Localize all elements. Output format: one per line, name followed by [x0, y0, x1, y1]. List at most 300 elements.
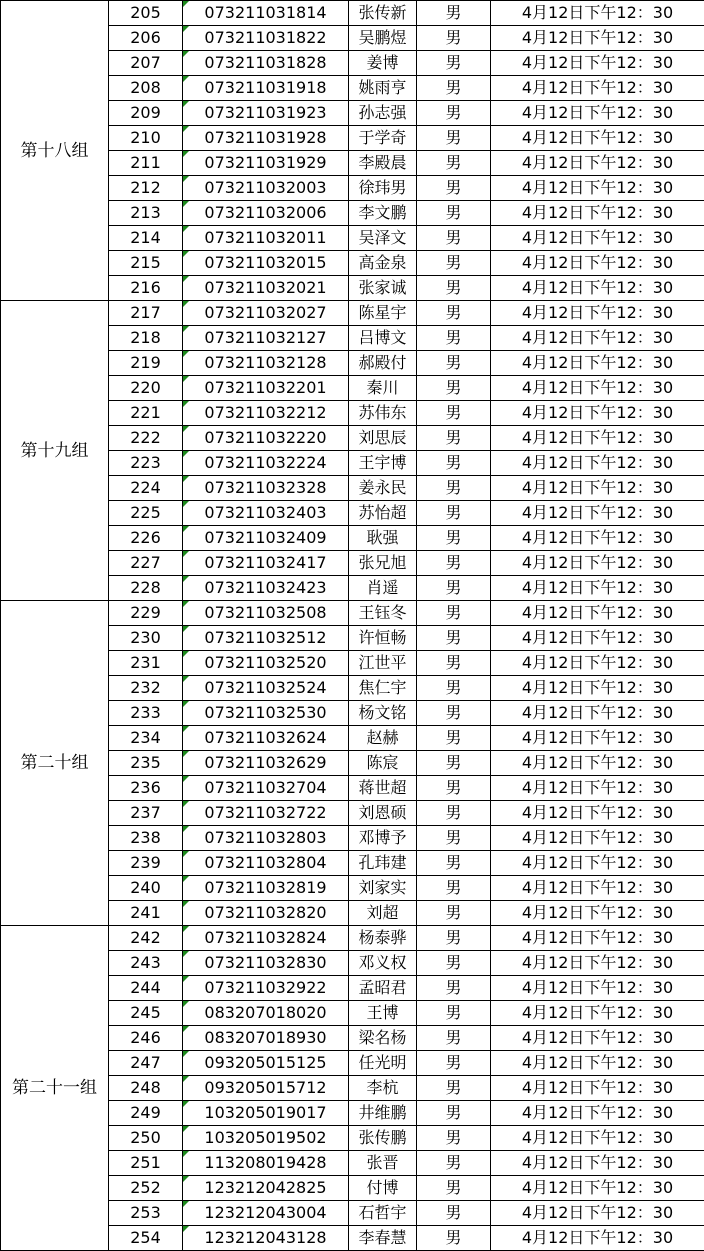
number-cell: 221 — [109, 401, 183, 426]
student-name-cell: 孔玮建 — [349, 851, 417, 876]
text-number-marker-icon — [183, 1076, 189, 1082]
student-name-cell: 杨文铭 — [349, 701, 417, 726]
number-cell: 250 — [109, 1126, 183, 1151]
student-name-cell: 李文鹏 — [349, 201, 417, 226]
number-cell: 244 — [109, 976, 183, 1001]
student-name-cell: 刘思辰 — [349, 426, 417, 451]
student-name-cell: 姜永民 — [349, 476, 417, 501]
text-number-marker-icon — [183, 151, 189, 157]
exam-time-cell: 4月12日下午12：30 — [491, 451, 704, 476]
gender-cell: 男 — [417, 601, 491, 626]
number-cell: 254 — [109, 1226, 183, 1251]
student-id-text: 073211032520 — [204, 653, 327, 672]
text-number-marker-icon — [183, 1026, 189, 1032]
text-number-marker-icon — [183, 976, 189, 982]
student-id-cell — [183, 326, 349, 351]
number-cell: 215 — [109, 251, 183, 276]
exam-time-cell: 4月12日下午12：30 — [491, 976, 704, 1001]
student-id-text: 113208019428 — [204, 1153, 327, 1172]
gender-cell: 男 — [417, 51, 491, 76]
student-id-cell — [183, 776, 349, 801]
student-id-text: 073211032824 — [204, 928, 327, 947]
student-id-cell — [183, 926, 349, 951]
student-name-cell: 许恒畅 — [349, 626, 417, 651]
student-id-text: 073211032820 — [204, 903, 327, 922]
number-cell: 238 — [109, 826, 183, 851]
number-cell: 239 — [109, 851, 183, 876]
number-cell: 210 — [109, 126, 183, 151]
student-id-text: 073211032015 — [204, 253, 327, 272]
student-id-text: 073211032403 — [204, 503, 327, 522]
exam-time-cell: 4月12日下午12：30 — [491, 1051, 704, 1076]
student-name-cell: 张传新 — [349, 1, 417, 26]
number-cell: 231 — [109, 651, 183, 676]
student-id-cell — [183, 1226, 349, 1251]
text-number-marker-icon — [183, 476, 189, 482]
exam-time-cell: 4月12日下午12：30 — [491, 876, 704, 901]
student-id-cell — [183, 851, 349, 876]
gender-cell: 男 — [417, 126, 491, 151]
number-cell: 206 — [109, 26, 183, 51]
number-cell: 248 — [109, 1076, 183, 1101]
gender-cell: 男 — [417, 1201, 491, 1226]
student-name-cell: 焦仁宇 — [349, 676, 417, 701]
gender-cell: 男 — [417, 451, 491, 476]
gender-cell: 男 — [417, 626, 491, 651]
student-name-cell: 梁名杨 — [349, 1026, 417, 1051]
gender-cell: 男 — [417, 801, 491, 826]
number-cell: 234 — [109, 726, 183, 751]
student-name-cell: 姚雨亨 — [349, 76, 417, 101]
student-id-text: 073211032224 — [204, 453, 327, 472]
student-id-cell — [183, 201, 349, 226]
student-id-cell — [183, 1051, 349, 1076]
gender-cell: 男 — [417, 776, 491, 801]
gender-cell: 男 — [417, 1026, 491, 1051]
student-id-cell — [183, 876, 349, 901]
number-cell: 220 — [109, 376, 183, 401]
gender-cell: 男 — [417, 551, 491, 576]
text-number-marker-icon — [183, 176, 189, 182]
student-id-cell — [183, 701, 349, 726]
student-id-cell — [183, 351, 349, 376]
number-cell: 223 — [109, 451, 183, 476]
gender-cell: 男 — [417, 726, 491, 751]
student-id-text: 073211032624 — [204, 728, 327, 747]
exam-time-cell: 4月12日下午12：30 — [491, 476, 704, 501]
text-number-marker-icon — [183, 76, 189, 82]
gender-cell: 男 — [417, 651, 491, 676]
student-id-text: 073211031923 — [204, 103, 327, 122]
exam-time-cell: 4月12日下午12：30 — [491, 1151, 704, 1176]
text-number-marker-icon — [183, 776, 189, 782]
exam-time-cell: 4月12日下午12：30 — [491, 1, 704, 26]
exam-time-cell: 4月12日下午12：30 — [491, 701, 704, 726]
student-id-cell — [183, 626, 349, 651]
student-id-text: 073211032423 — [204, 578, 327, 597]
student-name-cell: 刘恩硕 — [349, 801, 417, 826]
exam-time-cell: 4月12日下午12：30 — [491, 1176, 704, 1201]
exam-time-cell: 4月12日下午12：30 — [491, 1026, 704, 1051]
student-name-cell: 刘家实 — [349, 876, 417, 901]
number-cell: 208 — [109, 76, 183, 101]
student-id-cell — [183, 426, 349, 451]
gender-cell: 男 — [417, 1226, 491, 1251]
student-id-text: 073211031814 — [204, 3, 327, 22]
gender-cell: 男 — [417, 1, 491, 26]
exam-time-cell: 4月12日下午12：30 — [491, 1101, 704, 1126]
text-number-marker-icon — [183, 326, 189, 332]
student-id-cell — [183, 801, 349, 826]
student-id-cell — [183, 751, 349, 776]
number-cell: 241 — [109, 901, 183, 926]
number-cell: 236 — [109, 776, 183, 801]
student-id-cell — [183, 976, 349, 1001]
exam-time-cell: 4月12日下午12：30 — [491, 1001, 704, 1026]
exam-time-cell: 4月12日下午12：30 — [491, 901, 704, 926]
text-number-marker-icon — [183, 751, 189, 757]
student-id-text: 073211032220 — [204, 428, 327, 447]
student-name-cell: 肖遥 — [349, 576, 417, 601]
student-name-cell: 邓义权 — [349, 951, 417, 976]
student-id-text: 073211032212 — [204, 403, 327, 422]
student-id-cell — [183, 1026, 349, 1051]
student-id-text: 093205015712 — [204, 1078, 327, 1097]
student-name-cell: 秦川 — [349, 376, 417, 401]
exam-time-cell: 4月12日下午12：30 — [491, 526, 704, 551]
student-id-text: 083207018020 — [204, 1003, 327, 1022]
table-row — [1, 301, 704, 326]
student-id-cell — [183, 901, 349, 926]
student-name-cell: 李杭 — [349, 1076, 417, 1101]
student-name-cell: 张家诚 — [349, 276, 417, 301]
number-cell: 225 — [109, 501, 183, 526]
exam-time-cell: 4月12日下午12：30 — [491, 301, 704, 326]
student-name-cell: 杨泰骅 — [349, 926, 417, 951]
gender-cell: 男 — [417, 876, 491, 901]
student-id-text: 103205019017 — [204, 1103, 327, 1122]
text-number-marker-icon — [183, 301, 189, 307]
text-number-marker-icon — [183, 1, 189, 7]
student-name-cell: 郝殿付 — [349, 351, 417, 376]
text-number-marker-icon — [183, 951, 189, 957]
exam-time-cell: 4月12日下午12：30 — [491, 251, 704, 276]
exam-time-cell: 4月12日下午12：30 — [491, 226, 704, 251]
table-row — [1, 601, 704, 626]
text-number-marker-icon — [183, 626, 189, 632]
number-cell: 243 — [109, 951, 183, 976]
gender-cell: 男 — [417, 501, 491, 526]
exam-time-cell: 4月12日下午12：30 — [491, 401, 704, 426]
number-cell: 218 — [109, 326, 183, 351]
number-cell: 226 — [109, 526, 183, 551]
exam-time-cell: 4月12日下午12：30 — [491, 576, 704, 601]
student-name-cell: 张兄旭 — [349, 551, 417, 576]
number-cell: 229 — [109, 601, 183, 626]
number-cell: 212 — [109, 176, 183, 201]
student-id-cell — [183, 51, 349, 76]
text-number-marker-icon — [183, 451, 189, 457]
number-cell: 240 — [109, 876, 183, 901]
text-number-marker-icon — [183, 726, 189, 732]
number-cell: 224 — [109, 476, 183, 501]
student-name-cell: 石哲宇 — [349, 1201, 417, 1226]
student-name-cell: 孙志强 — [349, 101, 417, 126]
gender-cell: 男 — [417, 326, 491, 351]
student-id-text: 073211031929 — [204, 153, 327, 172]
gender-cell: 男 — [417, 751, 491, 776]
student-id-text: 073211032704 — [204, 778, 327, 797]
text-number-marker-icon — [183, 926, 189, 932]
number-cell: 222 — [109, 426, 183, 451]
student-name-cell: 蒋世超 — [349, 776, 417, 801]
student-id-cell — [183, 376, 349, 401]
student-name-cell: 王钰冬 — [349, 601, 417, 626]
number-cell: 219 — [109, 351, 183, 376]
gender-cell: 男 — [417, 926, 491, 951]
text-number-marker-icon — [183, 701, 189, 707]
exam-time-cell: 4月12日下午12：30 — [491, 926, 704, 951]
student-name-cell: 赵赫 — [349, 726, 417, 751]
gender-cell: 男 — [417, 1126, 491, 1151]
number-cell: 251 — [109, 1151, 183, 1176]
student-id-text: 103205019502 — [204, 1128, 327, 1147]
student-name-cell: 刘超 — [349, 901, 417, 926]
student-id-text: 073211032508 — [204, 603, 327, 622]
exam-time-cell: 4月12日下午12：30 — [491, 376, 704, 401]
exam-time-cell: 4月12日下午12：30 — [491, 1076, 704, 1101]
number-cell: 235 — [109, 751, 183, 776]
exam-time-cell: 4月12日下午12：30 — [491, 651, 704, 676]
student-id-cell — [183, 101, 349, 126]
text-number-marker-icon — [183, 51, 189, 57]
gender-cell: 男 — [417, 526, 491, 551]
student-id-cell — [183, 451, 349, 476]
student-name-cell: 姜博 — [349, 51, 417, 76]
student-name-cell: 江世平 — [349, 651, 417, 676]
student-id-text: 073211032524 — [204, 678, 327, 697]
gender-cell: 男 — [417, 1101, 491, 1126]
gender-cell: 男 — [417, 826, 491, 851]
student-id-text: 073211032830 — [204, 953, 327, 972]
student-id-text: 123212043004 — [204, 1203, 327, 1222]
exam-time-cell: 4月12日下午12：30 — [491, 1126, 704, 1151]
exam-time-cell: 4月12日下午12：30 — [491, 326, 704, 351]
student-id-cell — [183, 251, 349, 276]
gender-cell: 男 — [417, 201, 491, 226]
exam-time-cell: 4月12日下午12：30 — [491, 426, 704, 451]
student-id-text: 073211032722 — [204, 803, 327, 822]
student-id-text: 073211032027 — [204, 303, 327, 322]
number-cell: 211 — [109, 151, 183, 176]
number-cell: 227 — [109, 551, 183, 576]
student-name-cell: 王宇博 — [349, 451, 417, 476]
student-id-text: 073211032922 — [204, 978, 327, 997]
gender-cell: 男 — [417, 1076, 491, 1101]
gender-cell: 男 — [417, 226, 491, 251]
exam-time-cell: 4月12日下午12：30 — [491, 601, 704, 626]
exam-time-cell: 4月12日下午12：30 — [491, 351, 704, 376]
student-id-cell — [183, 1126, 349, 1151]
student-id-cell — [183, 126, 349, 151]
student-id-text: 073211032530 — [204, 703, 327, 722]
student-id-cell — [183, 276, 349, 301]
text-number-marker-icon — [183, 676, 189, 682]
text-number-marker-icon — [183, 1151, 189, 1157]
student-name-cell: 任光明 — [349, 1051, 417, 1076]
student-id-cell — [183, 526, 349, 551]
gender-cell: 男 — [417, 151, 491, 176]
text-number-marker-icon — [183, 251, 189, 257]
gender-cell: 男 — [417, 1176, 491, 1201]
number-cell: 252 — [109, 1176, 183, 1201]
text-number-marker-icon — [183, 101, 189, 107]
text-number-marker-icon — [183, 1101, 189, 1107]
student-name-cell: 张传鹏 — [349, 1126, 417, 1151]
gender-cell: 男 — [417, 976, 491, 1001]
gender-cell: 男 — [417, 1001, 491, 1026]
text-number-marker-icon — [183, 126, 189, 132]
student-id-text: 123212042825 — [204, 1178, 327, 1197]
student-id-cell — [183, 1201, 349, 1226]
gender-cell: 男 — [417, 401, 491, 426]
student-id-text: 073211031822 — [204, 28, 327, 47]
text-number-marker-icon — [183, 651, 189, 657]
student-id-text: 073211032021 — [204, 278, 327, 297]
student-id-text: 073211032819 — [204, 878, 327, 897]
text-number-marker-icon — [183, 801, 189, 807]
text-number-marker-icon — [183, 26, 189, 32]
exam-time-cell: 4月12日下午12：30 — [491, 951, 704, 976]
exam-time-cell: 4月12日下午12：30 — [491, 501, 704, 526]
student-id-cell — [183, 176, 349, 201]
student-id-text: 073211031828 — [204, 53, 327, 72]
student-id-text: 073211032512 — [204, 628, 327, 647]
text-number-marker-icon — [183, 276, 189, 282]
gender-cell: 男 — [417, 276, 491, 301]
exam-time-cell: 4月12日下午12：30 — [491, 176, 704, 201]
student-name-cell: 陈星宇 — [349, 301, 417, 326]
number-cell: 249 — [109, 1101, 183, 1126]
text-number-marker-icon — [183, 376, 189, 382]
number-cell: 246 — [109, 1026, 183, 1051]
exam-time-cell: 4月12日下午12：30 — [491, 101, 704, 126]
student-id-cell — [183, 826, 349, 851]
exam-time-cell: 4月12日下午12：30 — [491, 801, 704, 826]
student-name-cell: 耿强 — [349, 526, 417, 551]
exam-time-cell: 4月12日下午12：30 — [491, 1226, 704, 1251]
exam-time-cell: 4月12日下午12：30 — [491, 1201, 704, 1226]
student-id-cell — [183, 1151, 349, 1176]
student-id-cell — [183, 1001, 349, 1026]
student-name-cell: 张晋 — [349, 1151, 417, 1176]
exam-time-cell: 4月12日下午12：30 — [491, 26, 704, 51]
student-name-cell: 吴泽文 — [349, 226, 417, 251]
student-id-cell — [183, 1101, 349, 1126]
text-number-marker-icon — [183, 351, 189, 357]
text-number-marker-icon — [183, 601, 189, 607]
student-id-text: 073211032803 — [204, 828, 327, 847]
number-cell: 209 — [109, 101, 183, 126]
student-id-text: 093205015125 — [204, 1053, 327, 1072]
exam-time-cell: 4月12日下午12：30 — [491, 126, 704, 151]
number-cell: 230 — [109, 626, 183, 651]
student-name-cell: 苏伟东 — [349, 401, 417, 426]
text-number-marker-icon — [183, 401, 189, 407]
student-name-cell: 孟昭君 — [349, 976, 417, 1001]
student-id-text: 073211032011 — [204, 228, 327, 247]
student-name-cell: 于学奇 — [349, 126, 417, 151]
number-cell: 207 — [109, 51, 183, 76]
number-cell: 253 — [109, 1201, 183, 1226]
student-id-text: 073211032409 — [204, 528, 327, 547]
student-name-cell: 吴鹏煜 — [349, 26, 417, 51]
text-number-marker-icon — [183, 501, 189, 507]
number-cell: 214 — [109, 226, 183, 251]
student-id-text: 073211031918 — [204, 78, 327, 97]
student-name-cell: 吕博文 — [349, 326, 417, 351]
student-id-cell — [183, 651, 349, 676]
text-number-marker-icon — [183, 1126, 189, 1132]
student-id-cell — [183, 601, 349, 626]
gender-cell: 男 — [417, 351, 491, 376]
student-name-cell: 付博 — [349, 1176, 417, 1201]
text-number-marker-icon — [183, 851, 189, 857]
student-id-cell — [183, 576, 349, 601]
student-name-cell: 高金泉 — [349, 251, 417, 276]
exam-time-cell: 4月12日下午12：30 — [491, 626, 704, 651]
exam-time-cell: 4月12日下午12：30 — [491, 51, 704, 76]
gender-cell: 男 — [417, 376, 491, 401]
text-number-marker-icon — [183, 1051, 189, 1057]
gender-cell: 男 — [417, 476, 491, 501]
text-number-marker-icon — [183, 576, 189, 582]
student-id-cell — [183, 501, 349, 526]
gender-cell: 男 — [417, 701, 491, 726]
text-number-marker-icon — [183, 1201, 189, 1207]
gender-cell: 男 — [417, 76, 491, 101]
exam-time-cell: 4月12日下午12：30 — [491, 151, 704, 176]
text-number-marker-icon — [183, 551, 189, 557]
student-id-text: 083207018930 — [204, 1028, 327, 1047]
gender-cell: 男 — [417, 1151, 491, 1176]
exam-time-cell: 4月12日下午12：30 — [491, 676, 704, 701]
exam-time-cell: 4月12日下午12：30 — [491, 276, 704, 301]
student-id-cell — [183, 226, 349, 251]
gender-cell: 男 — [417, 1051, 491, 1076]
group-name-cell: 第十八组 — [1, 1, 109, 301]
exam-time-cell: 4月12日下午12：30 — [491, 826, 704, 851]
student-id-text: 073211032128 — [204, 353, 327, 372]
text-number-marker-icon — [183, 1176, 189, 1182]
exam-time-cell: 4月12日下午12：30 — [491, 851, 704, 876]
text-number-marker-icon — [183, 901, 189, 907]
number-cell: 242 — [109, 926, 183, 951]
student-id-text: 123212043128 — [204, 1228, 327, 1247]
student-id-text: 073211032417 — [204, 553, 327, 572]
number-cell: 213 — [109, 201, 183, 226]
text-number-marker-icon — [183, 226, 189, 232]
student-id-cell — [183, 476, 349, 501]
student-id-cell — [183, 76, 349, 101]
number-cell: 228 — [109, 576, 183, 601]
exam-time-cell: 4月12日下午12：30 — [491, 76, 704, 101]
number-cell: 247 — [109, 1051, 183, 1076]
student-id-text: 073211032127 — [204, 328, 327, 347]
text-number-marker-icon — [183, 826, 189, 832]
exam-time-cell: 4月12日下午12：30 — [491, 776, 704, 801]
student-name-cell: 邓博予 — [349, 826, 417, 851]
